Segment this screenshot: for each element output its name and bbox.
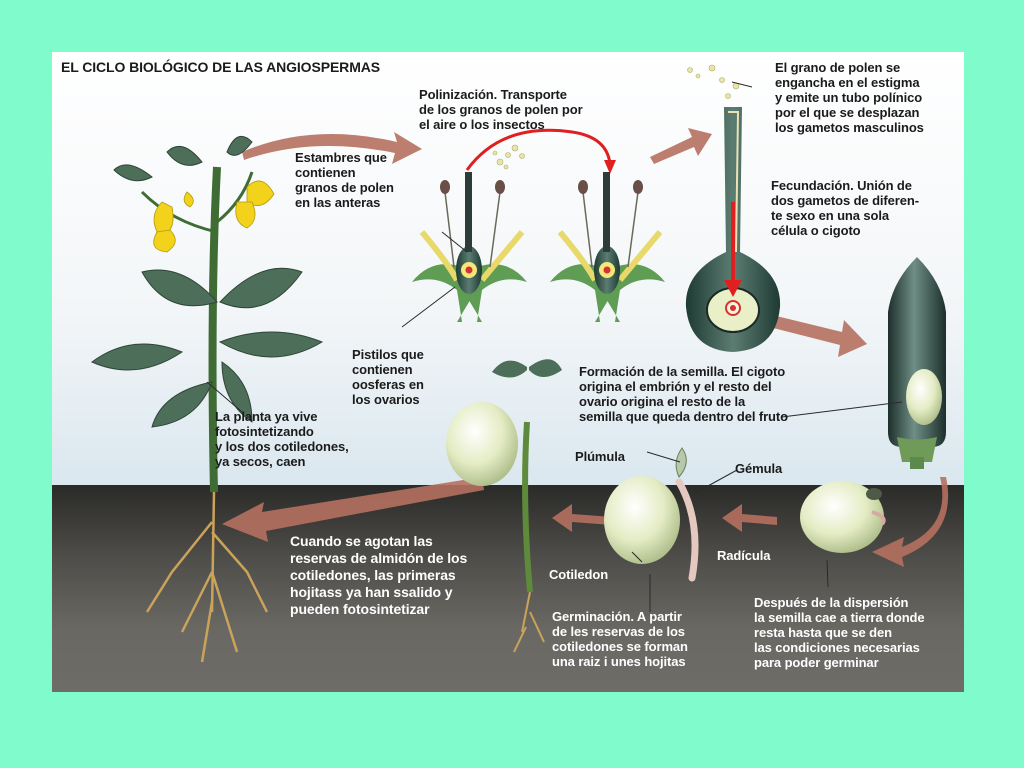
- arrow-germ-1: [552, 504, 612, 532]
- flower-section-2: [550, 172, 665, 322]
- fruit-with-seed: [888, 257, 946, 469]
- label-dispersion: Después de la dispersión la semilla cae a tierra donde resta hasta que se den las condiciones necesarias para poder germinar: [754, 595, 925, 670]
- label-plumula: Plúmula: [575, 449, 625, 464]
- label-agotan: Cuando se agotan las reservas de almidón de los cotiledones, las primeras hojitass ya han ssalido y pueden fotosintetizar: [290, 533, 468, 617]
- label-pistilos: Pistilos que contienen oosferas en los ovarios: [352, 347, 424, 407]
- label-radicula: Radícula: [717, 548, 771, 563]
- label-fecundacion: Fecundación. Unión de dos gametos de diferen- te sexo en una sola célula o cigoto: [771, 178, 919, 238]
- label-polinizacion: Polinización. Transporte de los granos de polen por el aire o los insectos: [419, 87, 583, 132]
- label-estambres: Estambres que contienen granos de polen en las anteras: [295, 150, 394, 210]
- adult-plant: [92, 136, 322, 662]
- diagram-title: EL CICLO BIOLÓGICO DE LAS ANGIOSPERMAS: [61, 59, 381, 75]
- diagram-panel: [52, 52, 964, 692]
- arrow-germ-2: [722, 504, 777, 532]
- seed-on-soil: [800, 481, 884, 553]
- label-polen-estigma: El grano de polen se engancha en el estigma y emite un tubo polínico por el que se desplazan los gametos masculinos: [775, 60, 924, 135]
- label-gemula: Gémula: [735, 461, 783, 476]
- label-formacion: Formación de la semilla. El cigoto origina el embrión y el resto del ovario origina el resto de la semilla que queda dentro del fruto: [579, 364, 788, 424]
- pollen-transfer-path: [467, 130, 610, 170]
- label-cotiledon: Cotiledon: [549, 567, 609, 582]
- pollen-transfer-arrowhead: [604, 160, 616, 174]
- arrow-to-stigma: [650, 128, 712, 164]
- flower-section-1: [412, 172, 527, 322]
- label-planta: La planta ya vive fotosintetizando y los dos cotiledones, ya secos, caen: [215, 409, 349, 469]
- germinating-seed: [604, 448, 695, 578]
- label-germinacion: Germinación. A partir de les reservas de los cotiledones se forman una raiz i unes hojitas: [552, 609, 688, 669]
